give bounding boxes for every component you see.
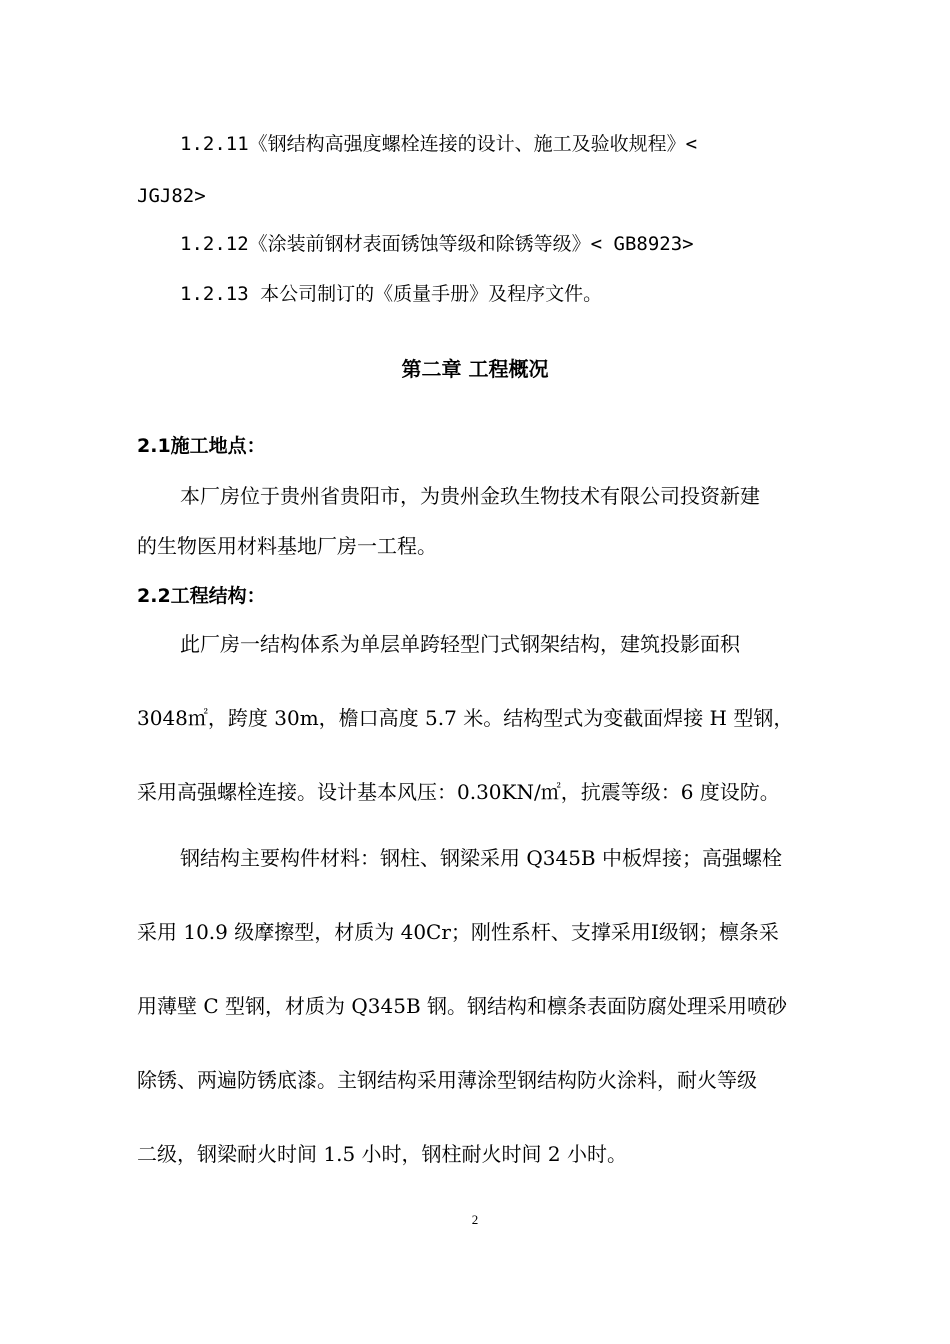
section-2-2-para2-line5: 二级，钢梁耐火时间 1.5 小时，钢柱耐火时间 2 小时。 xyxy=(137,1142,627,1166)
section-2-1-heading: 2.1施工地点： xyxy=(137,435,266,457)
section-2-2-heading: 2.2工程结构： xyxy=(137,585,266,607)
page-number: 2 xyxy=(471,1212,479,1227)
reference-1-2-11-line2: JGJ82> xyxy=(137,185,206,207)
section-2-2-para1-line3: 采用高强螺栓连接。设计基本风压：0.30KN/㎡，抗震等级：6 度设防。 xyxy=(137,780,780,804)
section-2-2-para1-line2: 3048㎡，跨度 30m，檐口高度 5.7 米。结构型式为变截面焊接 H 型钢， xyxy=(137,706,794,730)
section-2-2-para2-line2: 采用 10.9 级摩擦型，材质为 40Cr；刚性系杆、支撑采用Ⅰ级钢；檩条采 xyxy=(137,920,779,944)
section-2-2-para2-line4: 除锈、两遍防锈底漆。主钢结构采用薄涂型钢结构防火涂料，耐火等级 xyxy=(137,1068,757,1092)
reference-1-2-12: 1.2.12《涂装前钢材表面锈蚀等级和除锈等级》< GB8923> xyxy=(180,233,694,255)
section-2-2-para2-line1: 钢结构主要构件材料：钢柱、钢梁采用 Q345B 中板焊接；高强螺栓 xyxy=(180,846,782,870)
chapter-title: 第二章 工程概况 xyxy=(401,357,549,381)
section-2-1-line2: 的生物医用材料基地厂房一工程。 xyxy=(137,534,437,558)
section-2-2-para2-line3: 用薄壁 C 型钢，材质为 Q345B 钢。钢结构和檩条表面防腐处理采用喷砂 xyxy=(137,994,787,1018)
reference-1-2-11-line1: 1.2.11《钢结构高强度螺栓连接的设计、施工及验收规程》< xyxy=(180,133,698,155)
section-2-1-line1: 本厂房位于贵州省贵阳市，为贵州金玖生物技术有限公司投资新建 xyxy=(180,484,760,508)
reference-1-2-13: 1.2.13 本公司制订的《质量手册》及程序文件。 xyxy=(180,283,603,305)
section-2-2-para1-line1: 此厂房一结构体系为单层单跨轻型门式钢架结构，建筑投影面积 xyxy=(180,632,740,656)
